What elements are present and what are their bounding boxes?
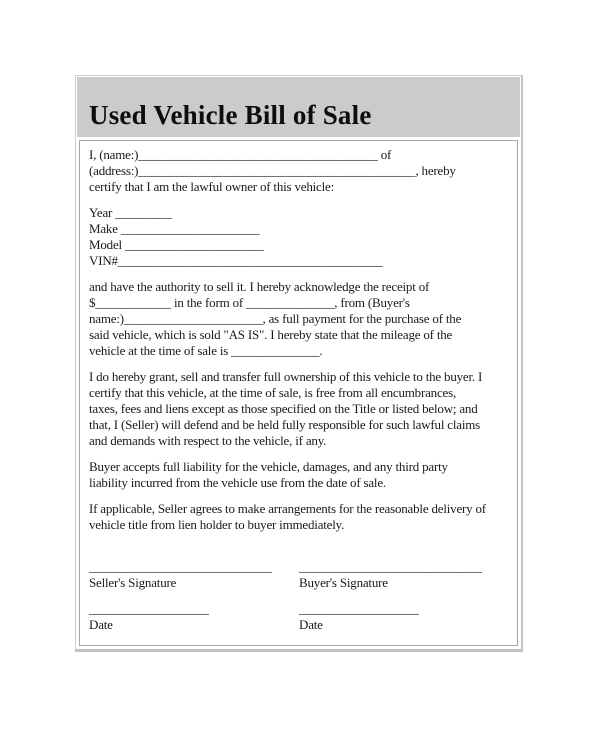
delivery-paragraph: If applicable, Seller agrees to make arrangements for the reasonable delivery of vehicle title from lien holder to buyer immediately. [89, 501, 486, 532]
buyer-signature-line: _____________________________ [299, 559, 482, 574]
signature-section [89, 559, 507, 633]
vehicle-fields [89, 205, 507, 269]
document-header [77, 77, 520, 137]
intro-paragraph: I, (name:)______________________________________ of (address:)____________________________________________, hereby certify that I am the lawful owner of this vehicle: [89, 147, 456, 194]
field-model: Model ______________________ [89, 237, 264, 252]
buyer-signature-block [299, 559, 507, 633]
buyer-signature-label: Buyer's Signature [299, 575, 388, 590]
liability-paragraph: Buyer accepts full liability for the vehicle, damages, and any third party liability incurred from the vehicle use from the date of sale. [89, 459, 448, 490]
seller-signature-block [89, 559, 299, 633]
seller-date-line: ___________________ [89, 601, 209, 616]
seller-signature-label: Seller's Signature [89, 575, 177, 590]
seller-signature-line: _____________________________ [89, 559, 272, 574]
ownership-paragraph: I do hereby grant, sell and transfer full ownership of this vehicle to the buyer. I certify that this vehicle, at the time of sale, is free from all encumbrances, taxes, fees and liens except as those specified on the Title or listed below; and that, I (Seller) will defend and be held fully responsible for such lawful claims and demands with respect to the vehicle, if any. [89, 369, 483, 448]
buyer-date-line: ___________________ [299, 601, 419, 616]
bill-of-sale-document [75, 75, 523, 652]
buyer-date-label: Date [299, 617, 323, 632]
field-make: Make ______________________ [89, 221, 260, 236]
seller-date-label: Date [89, 617, 113, 632]
document-title: Used Vehicle Bill of Sale [89, 100, 372, 130]
field-vin: VIN#__________________________________________ [89, 253, 383, 268]
document-body [79, 140, 518, 646]
receipt-paragraph: and have the authority to sell it. I hereby acknowledge the receipt of $____________ in the form of ______________, from (Buyer's name:)______________________, as full payment for the purchase of the said vehicle, which is sold "AS IS". I hereby state that the mileage of the vehicle at the time of sale is ______________. [89, 279, 462, 358]
field-year: Year _________ [89, 205, 172, 220]
